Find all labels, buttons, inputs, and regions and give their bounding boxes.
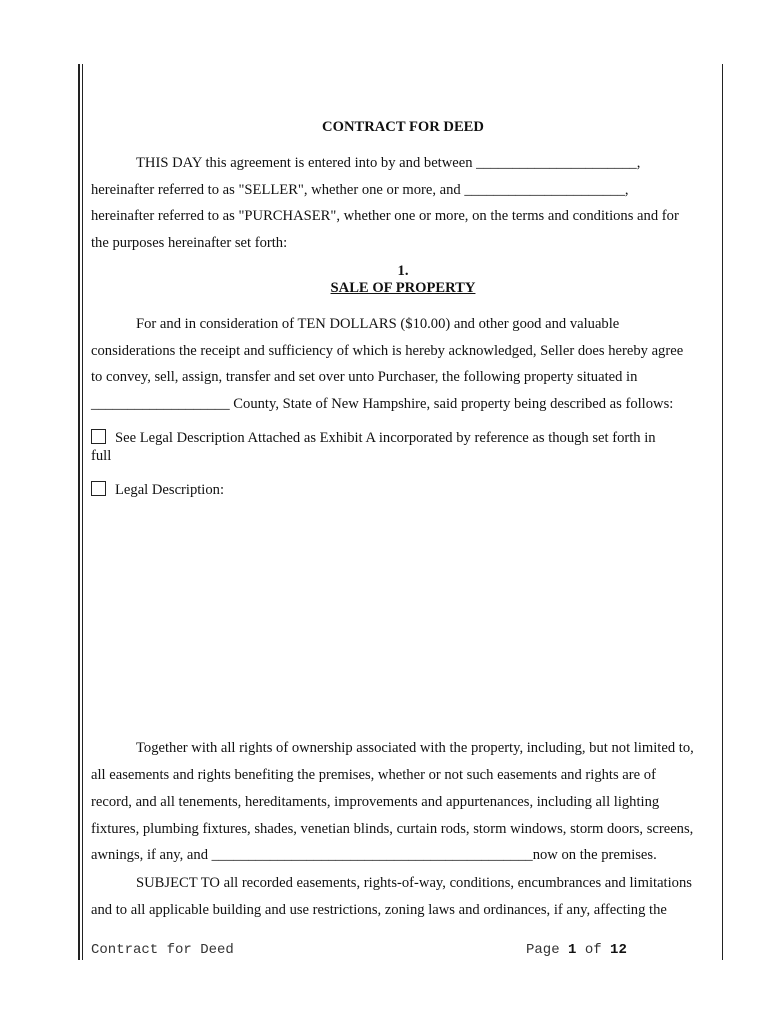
legal-description-option — [91, 481, 224, 499]
intro-line-2: hereinafter referred to as "SELLER", whether one or more, and ______________________, — [91, 182, 629, 198]
footer-of-label: of — [584, 942, 602, 958]
intro-line-1: THIS DAY this agreement is entered into by and between ______________________, — [136, 155, 641, 171]
intro-line-3: hereinafter referred to as "PURCHASER", whether one or more, on the terms and conditions and for — [91, 208, 679, 224]
intro-line-4: the purposes hereinafter set forth: — [91, 235, 288, 251]
right-margin-rule — [722, 64, 723, 960]
subject-line-2: and to all applicable building and use restrictions, zoning laws and ordinances, if any, affecting the — [91, 902, 667, 918]
legal-description-checkbox[interactable] — [91, 481, 106, 496]
footer-page-label: Page — [526, 942, 560, 958]
left-margin-rule-inner — [82, 64, 83, 960]
together-line-5: awnings, if any, and ____________________________________________now on the premises. — [91, 847, 657, 863]
footer-page-total: 12 — [610, 942, 627, 958]
section-paragraph-line-3: to convey, sell, assign, transfer and set over unto Purchaser, the following property situated in — [91, 369, 638, 385]
section-paragraph-line-1: For and in consideration of TEN DOLLARS ($10.00) and other good and valuable — [136, 316, 620, 332]
exhibit-a-label-continued: full — [91, 448, 112, 464]
footer-page-number — [526, 942, 627, 958]
section-heading: SALE OF PROPERTY — [330, 280, 476, 296]
footer-page-current: 1 — [568, 942, 577, 958]
section-paragraph-line-4: ___________________ County, State of New Hampshire, said property being described as follows: — [91, 396, 674, 412]
subject-line-1: SUBJECT TO all recorded easements, rights-of-way, conditions, encumbrances and limitations — [136, 875, 692, 891]
left-margin-rule-outer — [78, 64, 80, 960]
document-title: CONTRACT FOR DEED — [322, 119, 484, 135]
exhibit-a-checkbox[interactable] — [91, 429, 106, 444]
exhibit-a-label: See Legal Description Attached as Exhibit A incorporated by reference as though set forth in — [115, 430, 656, 446]
together-line-1: Together with all rights of ownership associated with the property, including, but not limited to, — [136, 740, 694, 756]
section-paragraph-line-2: considerations the receipt and sufficiency of which is hereby acknowledged, Seller does hereby agree — [91, 343, 684, 359]
footer-title: Contract for Deed — [91, 942, 234, 958]
section-number: 1. — [397, 263, 409, 279]
together-line-3: record, and all tenements, hereditaments, improvements and appurtenances, including all lighting — [91, 794, 660, 810]
legal-description-label: Legal Description: — [115, 482, 225, 498]
together-line-2: all easements and rights benefiting the premises, whether or not such easements and rights are of — [91, 767, 656, 783]
exhibit-a-option — [91, 429, 656, 447]
together-line-4: fixtures, plumbing fixtures, shades, venetian blinds, curtain rods, storm windows, storm doors, screens, — [91, 821, 694, 837]
